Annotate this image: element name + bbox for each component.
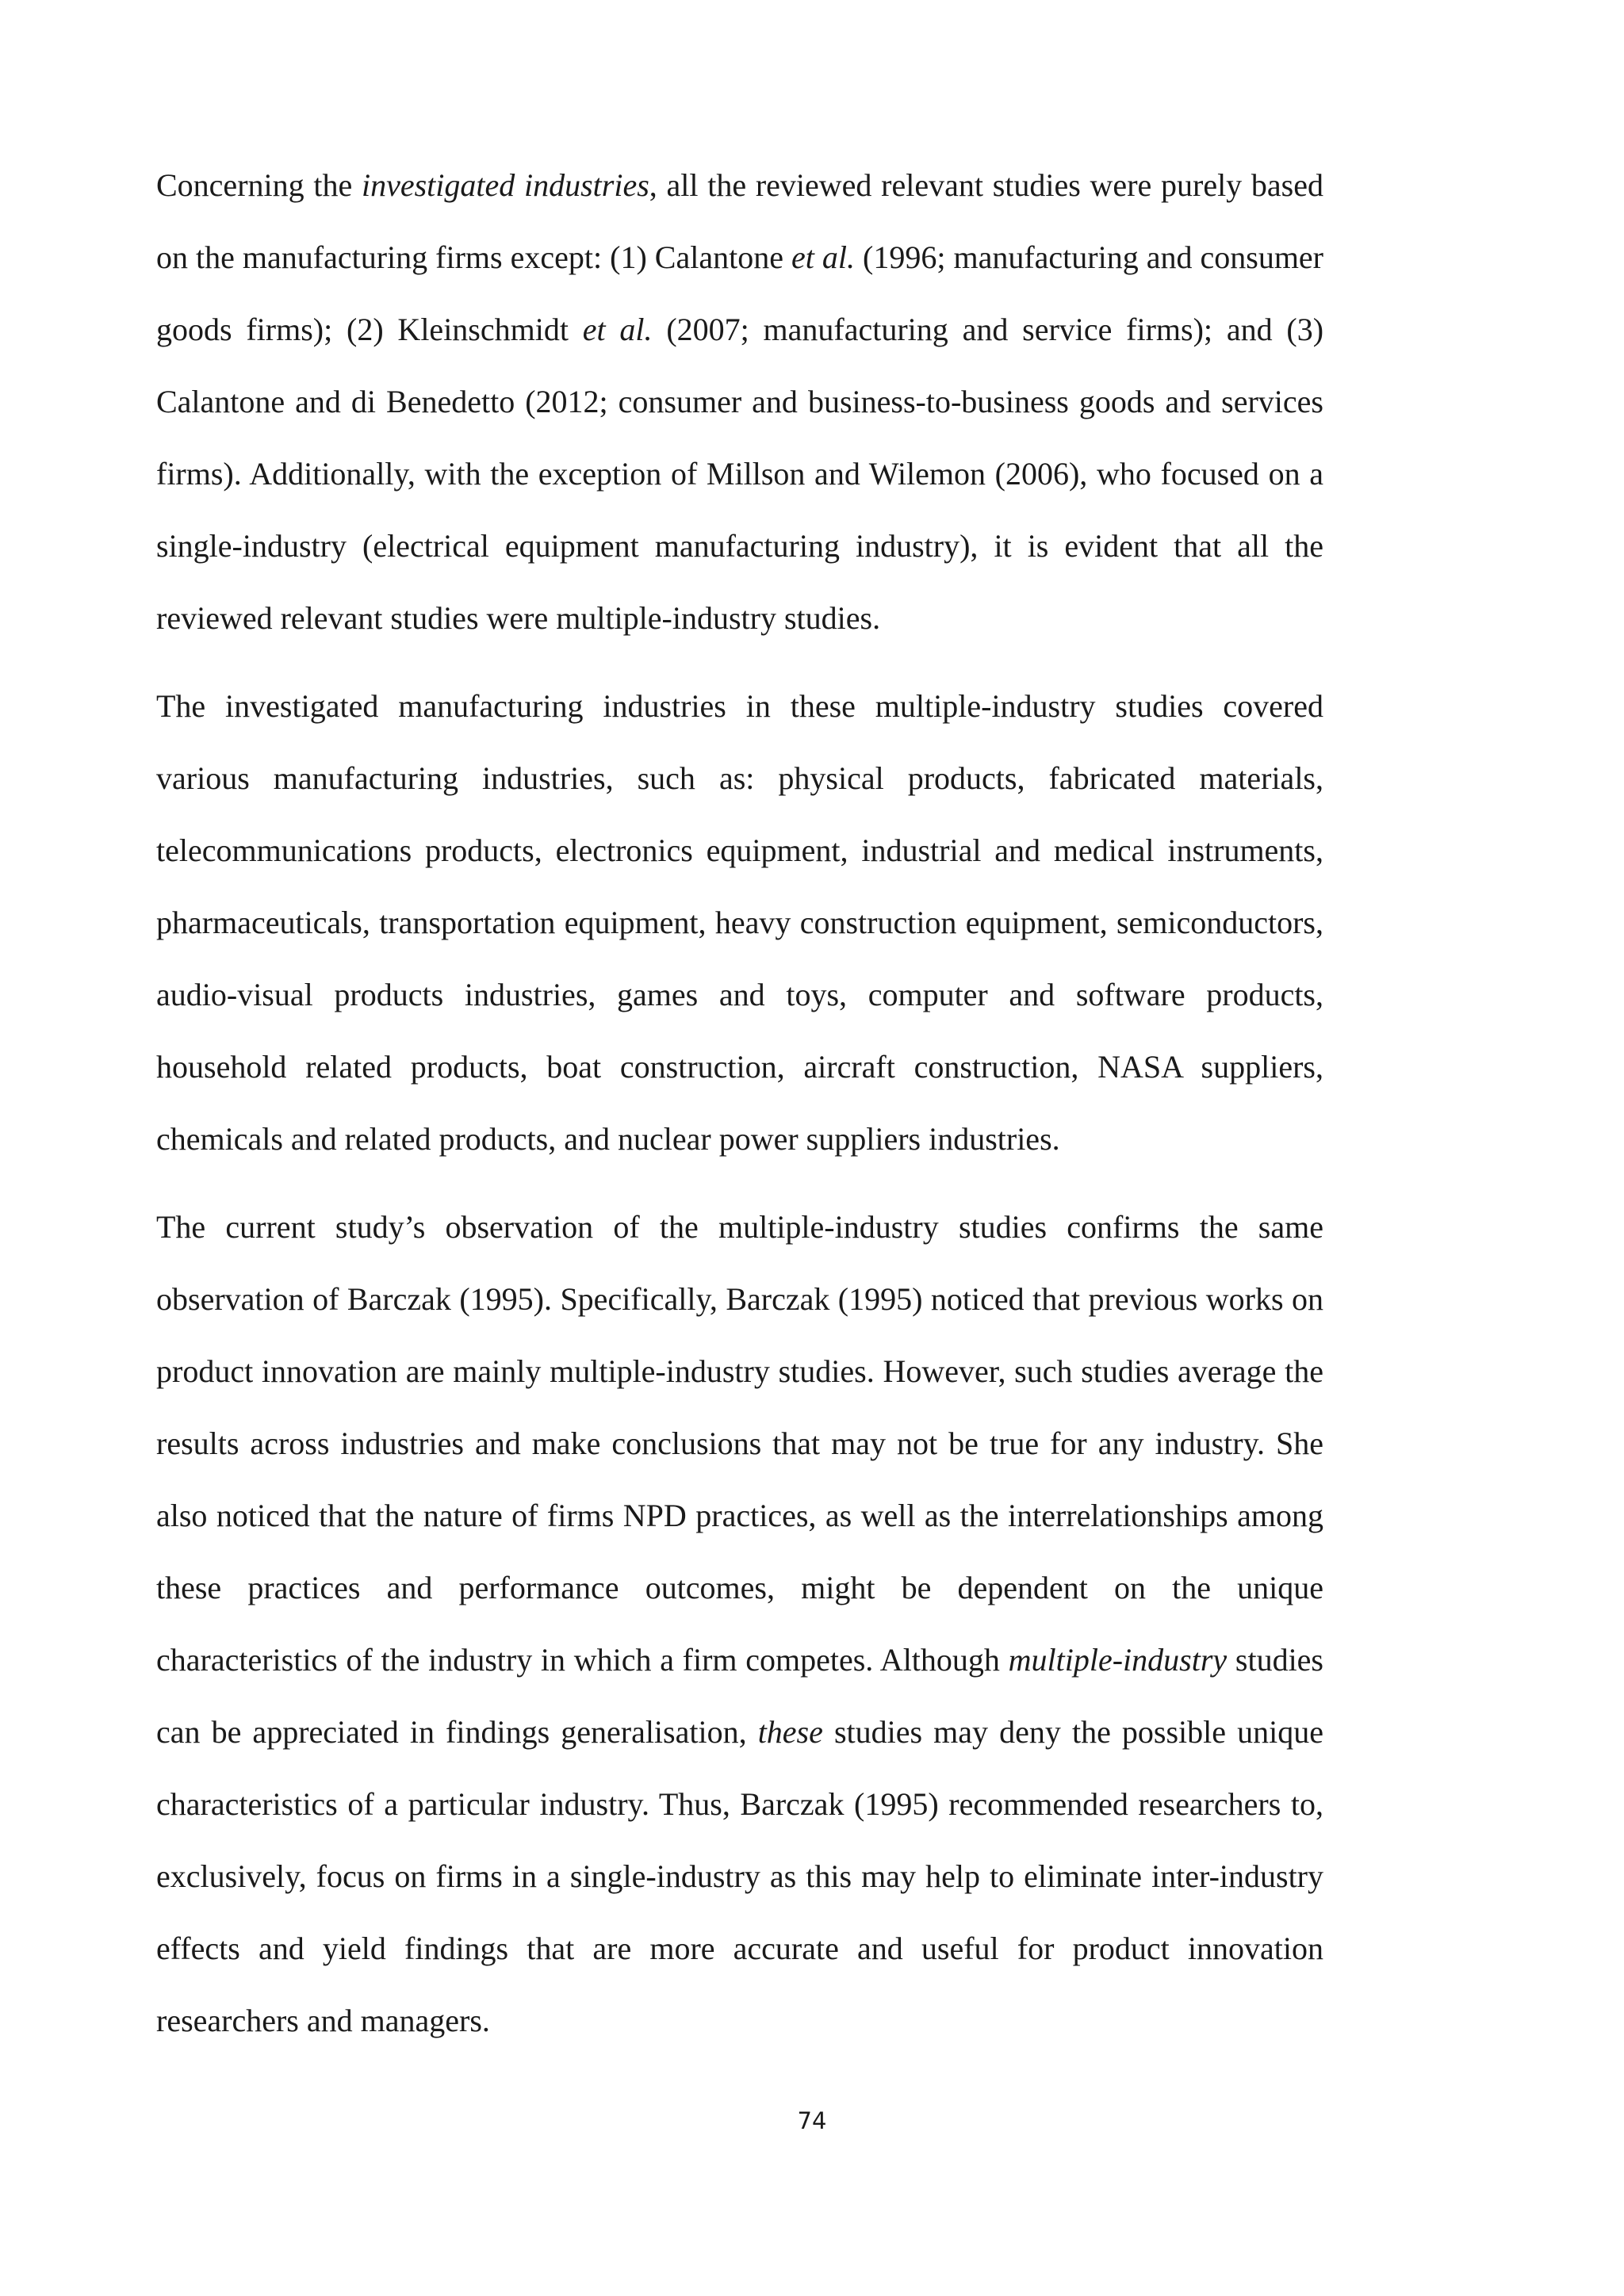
text-run: The current study’s observation of the multiple-industry studies confirms the same observation of Barczak (1995). Specifically, Barczak (1995) noticed that previous works on product innovation are mainly multiple-industry studies. However, such studies average the results across industries and make conclusions that may not be true for any industry. She also noticed that the nature of firms NPD practices, as well as the interrelationships among these practices and performance outcomes, might be dependent on the unique characteristics of the industry in which a firm competes. Although [156,1209,1323,1678]
text-run: Concerning the [156,167,362,203]
italic-run: multiple-industry [1008,1642,1228,1678]
text-run: (1996; manufacturing and consumer goods firms); (2) Kleinschmidt [156,239,1323,347]
text-run: (2007; manufacturing and service firms); and (3) Calantone and di Benedetto (2012; consumer and business-to-business goods and services firms). Additionally, with the exception of Millson and Wilemon (2006), who focused on a single-industry (electrical equipment manufacturing industry), it is evident that all the reviewed relevant studies were multiple-industry studies. [156,312,1324,636]
paragraph-1 [156,149,1323,654]
text-run: studies can be appreciated in findings generalisation, [156,1642,1323,1750]
text-run: studies may deny the possible unique characteristics of a particular industry. Thus, Barczak (1995) recommended researchers to, exclusively, focus on firms in a single-industry as this may help to eliminate inter-industry effects and yield findings that are more accurate and useful for product innovation researchers and managers. [156,1714,1323,2038]
body-text [156,149,1323,2057]
italic-run: et al. [791,239,855,275]
text-run: , all the reviewed relevant studies were purely based on the manufacturing firms except: (1) Calantone [156,167,1323,275]
italic-run: these [757,1714,823,1750]
text-run: The investigated manufacturing industries in these multiple-industry studies covered various manufacturing industries, such as: physical products, fabricated materials, telecommunications products, electronics equipment, industrial and medical instruments, pharmaceuticals, transportation equipment, heavy construction equipment, semiconductors, audio-visual products industries, games and toys, computer and software products, household related products, boat construction, aircraft construction, NASA suppliers, chemicals and related products, and nuclear power suppliers industries. [156,688,1323,1157]
paragraph-2 [156,670,1323,1175]
paragraph-3 [156,1191,1323,2057]
page-number: 74 [797,2107,827,2134]
italic-run: et al. [582,312,653,347]
italic-run: investigated industries [361,167,649,203]
